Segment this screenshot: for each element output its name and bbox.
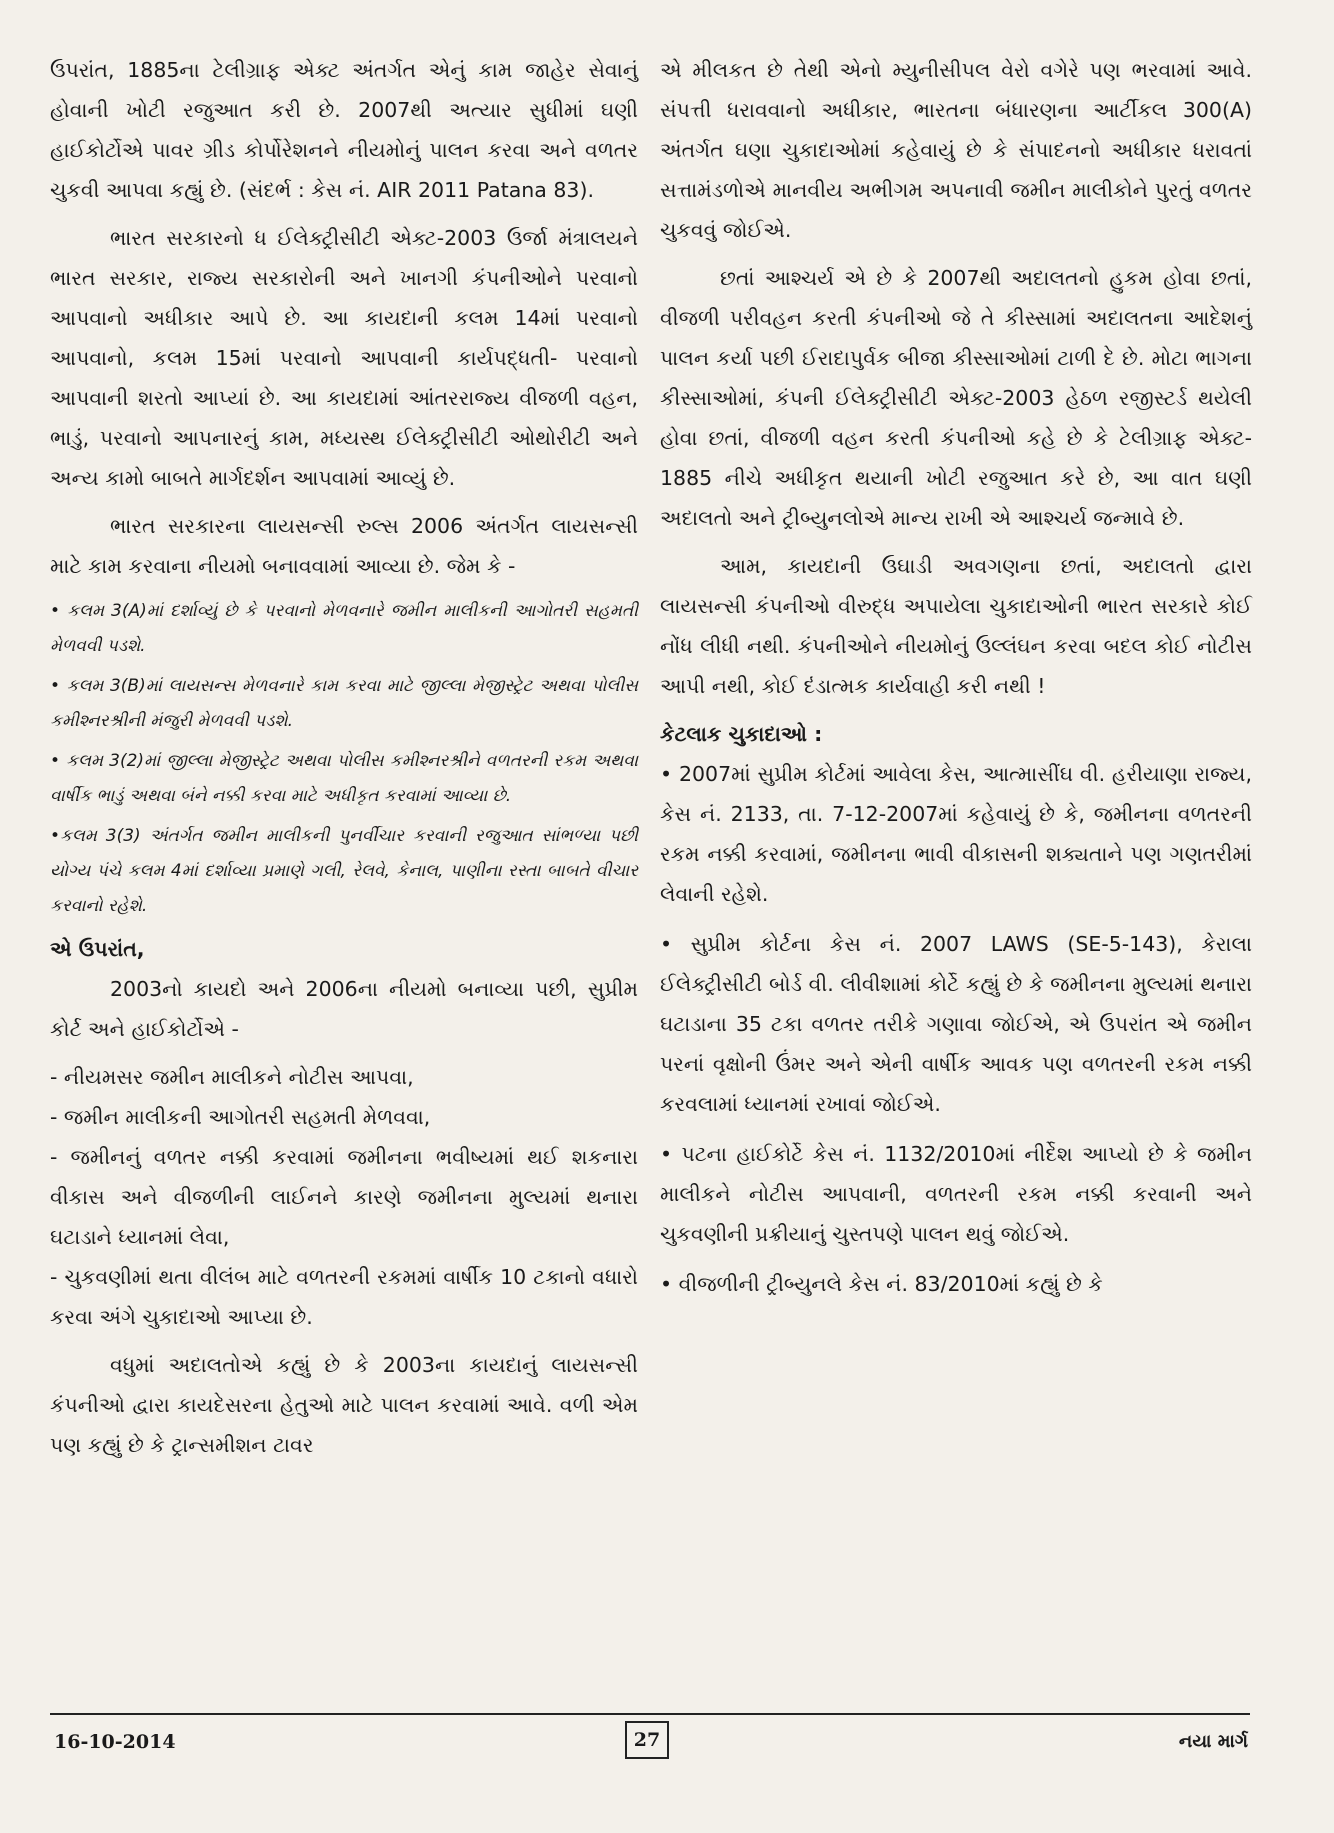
paragraph: એ મીલકત છે તેથી એનો મ્યુનીસીપલ વેરો વગેરે પણ ભરવામાં આવે. સંપત્તી ધરાવવાનો અધીકાર, ભારતના બંધારણના આર્ટીકલ 300(A) અંતર્ગત ઘણા ચુકાદાઓમાં કહેવાયું છે કે સંપાદનનો અધીકાર ધરાવતાં સત્તામંડળોએ માનવીય અભીગમ અપનાવી જમીન માલીકોને પુરતું વળતર ચુકવવું જોઈએ. — [660, 58, 1252, 242]
dash-list-item: - જમીન માલીકની આગોતરી સહમતી મેળવવા, — [50, 1105, 431, 1129]
right-column — [660, 50, 1252, 1314]
paragraph: ભારત સરકારના લાયસન્સી રુલ્સ 2006 અંતર્ગત લાયસન્સી માટે કામ કરવાના નીયમો બનાવવામાં આવ્યા છે. જેમ કે - — [50, 514, 638, 578]
section-heading: કેટલાક ચુકાદાઓ : — [660, 722, 823, 746]
issue-date: 16-10-2014 — [54, 1731, 176, 1753]
bullet-item: • પટના હાઈકોર્ટે કેસ નં. 1132/2010માં નીર્દેશ આપ્યો છે કે જમીન માલીકને નોટીસ આપવાની, વળતરની રકમ નક્કી કરવાની અને ચુકવણીની પ્રક્રીયાનું ચુસ્તપણે પાલન થવું જોઈએ. — [660, 1142, 1252, 1246]
paragraph: ઉપરાંત, 1885ના ટેલીગ્રાફ એક્ટ અંતર્ગત એનું કામ જાહેર સેવાનું હોવાની ખોટી રજુઆત કરી છે. 2007થી અત્યાર સુધીમાં ઘણી હાઈકોર્ટોએ પાવર ગ્રીડ કોર્પોરેશનને નીયમોનું પાલન કરવા અને વળતર ચુકવી આપવા કહ્યું છે. (સંદર્ભ : કેસ નં. AIR 2011 Patana 83). — [50, 58, 638, 202]
paragraph: 2003નો કાયદો અને 2006ના નીયમો બનાવ્યા પછી, સુપ્રીમ કોર્ટ અને હાઈકોર્ટોએ - — [50, 977, 638, 1041]
paragraph: ભારત સરકારનો ધ ઈલેક્ટ્રીસીટી એક્ટ-2003 ઉર્જા મંત્રાલયને ભારત સરકાર, રાજ્ય સરકારોની અને ખાનગી કંપનીઓને પરવાનો આપવાનો અધીકાર આપે છે. આ કાયદાની કલમ 14માં પરવાનો આપવાનો, કલમ 15માં પરવાનો આપવાની કાર્યપદ્ધતી- પરવાનો આપવાની શરતો આપ્યાં છે. આ કાયદામાં આંતરરાજ્ય વીજળી વહન, ભાડું, પરવાનો આપનારનું કામ, મધ્યસ્થ ઈલેક્ટ્રીસીટી ઓથોરીટી અને અન્ય કામો બાબતે માર્ગદર્શન આપવામાં આવ્યું છે. — [50, 226, 638, 490]
bullet-item: • વીજળીની ટ્રીબ્યુનલે કેસ નં. 83/2010માં કહ્યું છે કે — [660, 1272, 1103, 1296]
section-heading: એ ઉપરાંત, — [50, 937, 145, 961]
magazine-name: નયા માર્ગ — [1178, 1731, 1248, 1752]
paragraph: છતાં આશ્ચર્ય એ છે કે 2007થી અદાલતનો હુકમ હોવા છતાં, વીજળી પરીવહન કરતી કંપનીઓ જે તે કીસ્સામાં અદાલતના આદેશનું પાલન કર્યા પછી ઈરાદાપુર્વક બીજા કીસ્સાઓમાં ટાળી દે છે. મોટા ભાગના કીસ્સાઓમાં, કંપની ઈલેક્ટ્રીસીટી એક્ટ-2003 હેઠળ રજીસ્ટર્ડ થયેલી હોવા છતાં, વીજળી વહન કરતી કંપનીઓ કહે છે કે ટેલીગ્રાફ એક્ટ- 1885 નીચે અધીકૃત થયાની ખોટી રજુઆત કરે છે, આ વાત ઘણી અદાલતો અને ટ્રીબ્યુનલોએ માન્ય રાખી એ આશ્ચર્ય જન્માવે છે. — [660, 266, 1252, 530]
italic-clause-item: • કલમ 3(2)માં જીલ્લા મેજીસ્ટ્રેટ અથવા પોલીસ કમીશ્નરશ્રીને વળતરની રકમ અથવા વાર્ષીક ભાડું અથવા બંને નક્કી કરવા માટે અધીકૃત કરવામાં આવ્યા છે. — [50, 751, 638, 806]
italic-clause-item: • કલમ 3(A)માં દર્શાવ્યું છે કે પરવાનો મેળવનારે જમીન માલીકની આગોતરી સહમતી મેળવવી પડશે. — [50, 601, 638, 656]
italic-clause-item: • કલમ 3(B)માં લાયસન્સ મેળવનારે કામ કરવા માટે જીલ્લા મેજીસ્ટ્રેટ અથવા પોલીસ કમીશ્નરશ્રીની મંજુરી મેળવવી પડશે. — [50, 676, 638, 731]
footer-divider — [50, 1713, 1250, 1715]
bullet-item: • સુપ્રીમ કોર્ટના કેસ નં. 2007 LAWS (SE-5-143), કેરાલા ઈલેક્ટ્રીસીટી બોર્ડ વી. લીવીશામાં કોર્ટે કહ્યું છે કે જમીનના મુલ્યમાં થનારા ઘટાડાના 35 ટકા વળતર તરીકે ગણાવા જોઈએ, એ ઉપરાંત એ જમીન પરનાં વૃક્ષોની ઉંમર અને એની વાર્ષીક આવક પણ વળતરની રકમ નક્કી કરવલામાં ધ્યાનમાં રખાવાં જોઈએ. — [660, 932, 1252, 1116]
dash-list-item: - જમીનનું વળતર નક્કી કરવામાં જમીનના ભવીષ્યમાં થઈ શકનારા વીકાસ અને વીજળીની લાઈનને કારણે જમીનના મુલ્યમાં થનારા ઘટાડાને ધ્યાનમાં લેવા, — [50, 1145, 638, 1249]
bullet-item: • 2007માં સુપ્રીમ કોર્ટમાં આવેલા કેસ, આત્માસીંઘ વી. હરીયાણા રાજ્ય, કેસ નં. 2133, તા. 7-12-2007માં કહેવાયું છે કે, જમીનના વળતરની રકમ નક્કી કરવામાં, જમીનના ભાવી વીકાસની શક્યતાને પણ ગણતરીમાં લેવાની રહેશે. — [660, 762, 1252, 906]
paragraph: વધુમાં અદાલતોએ કહ્યું છે કે 2003ના કાયદાનું લાયસન્સી કંપનીઓ દ્વારા કાયદેસરના હેતુઓ માટે પાલન કરવામાં આવે. વળી એમ પણ કહ્યું છે કે ટ્રાન્સમીશન ટાવર — [50, 1353, 638, 1457]
paragraph: આમ, કાયદાની ઉઘાડી અવગણના છતાં, અદાલતો દ્વારા લાયસન્સી કંપનીઓ વીરુદ્ધ અપાયેલા ચુકાદાઓની ભારત સરકારે કોઈ નોંધ લીધી નથી. કંપનીઓને નીયમોનું ઉલ્લંઘન કરવા બદલ કોઈ નોટીસ આપી નથી, કોઈ દંડાત્મક કાર્યવાહી કરી નથી ! — [660, 554, 1252, 698]
italic-clause-item: •કલમ 3(3) અંતર્ગત જમીન માલીકની પુનર્વીચાર કરવાની રજુઆત સાંભળ્યા પછી યોગ્ય પંચે કલમ 4માં દર્શાવ્યા પ્રમાણે ગલી, રેલવે, કેનાલ, પાણીના રસ્તા બાબતે વીચાર કરવાનો રહેશે. — [50, 826, 638, 916]
page-number: 27 — [625, 1721, 669, 1759]
dash-list-item: - નીયમસર જમીન માલીકને નોટીસ આપવા, — [50, 1065, 414, 1089]
left-column — [50, 50, 638, 1473]
dash-list-item: - ચુકવણીમાં થતા વીલંબ માટે વળતરની રકમમાં વાર્ષીક 10 ટકાનો વધારો કરવા અંગે ચુકાદાઓ આપ્યા છે. — [50, 1265, 638, 1329]
